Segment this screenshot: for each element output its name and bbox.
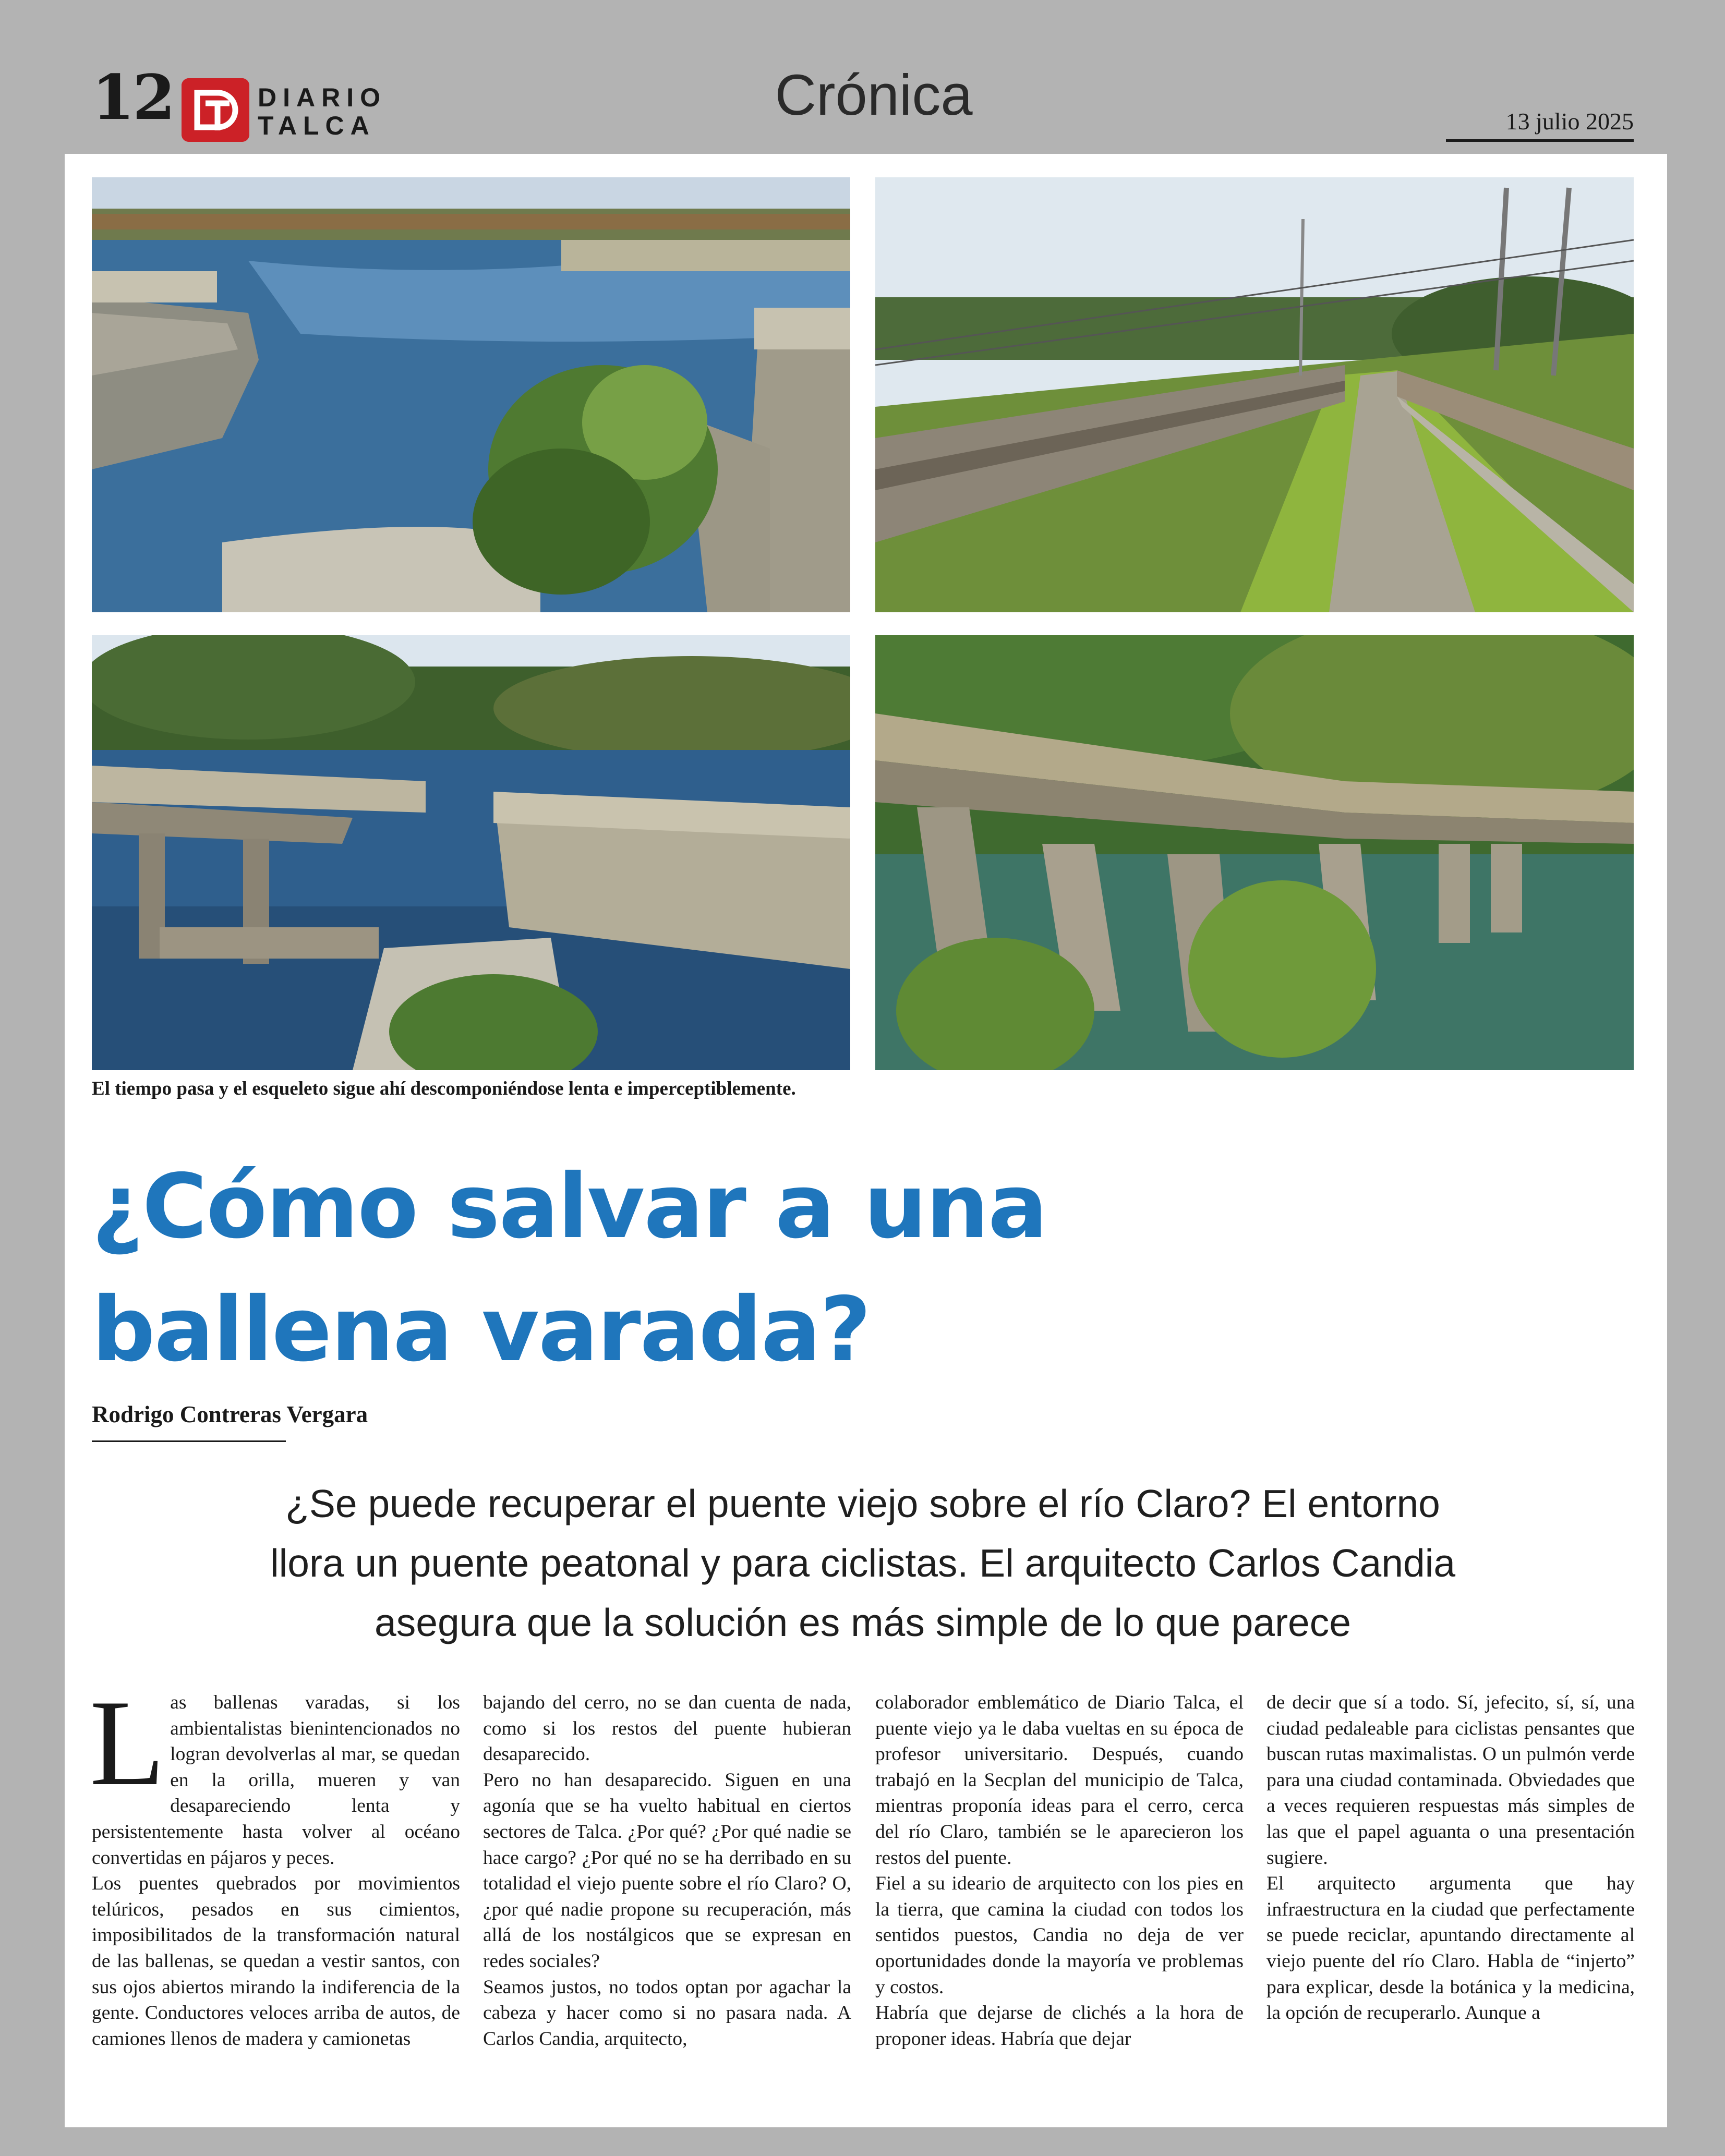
body-paragraph: bajando del cerro, no se dan cuenta de nada, como si los restos del puente hubieran desaparecido. <box>483 1692 851 1765</box>
diario-talca-logo[interactable] <box>182 78 396 142</box>
body-paragraph: Pero no han desaparecido. Siguen en una agonía que se ha vuelto habitual en ciertos sectores de Talca. ¿Por qué? ¿Por qué nadie se hace cargo? ¿Por qué no se ha derribado en su totalidad el viejo puente sobre el río Claro? O, ¿por qué nadie propone su recuperación, más allá de los nostálgicos que se expresan en redes sociales? <box>483 1769 851 1972</box>
byline-rule <box>92 1440 286 1442</box>
author-byline: Rodrigo Contreras Vergara <box>92 1401 368 1427</box>
standfirst <box>92 1474 1634 1652</box>
logo-mark-icon <box>182 78 249 142</box>
body-paragraph: El arquitecto argumenta que hay infraestructura en la ciudad que perfectamente se puede reciclar, apuntando directamente al viejo puente del río Claro. Habla de “injerto” para explicar, desde la botánica y la medicina, la opción de recuperarlo. Aunque a <box>1266 1873 1635 2024</box>
bridge-pillars-river-photo <box>875 635 1634 1070</box>
headline-line-1: ¿Cómo salvar a una <box>92 1155 1047 1258</box>
broken-bridge-river-photo <box>92 177 850 612</box>
logo-text <box>258 83 387 140</box>
collapsed-bridge-railing-photo <box>92 635 850 1070</box>
body-paragraph: de decir que sí a todo. Sí, jefecito, sí, sí, una ciudad pedaleable para ciclistas pensantes que buscan rutas maximalistas. O un pulmón verde para una ciudad contaminada. Obviedades que a veces requieren respuestas más simples de las que el papel aguanta o una presentación sugiere. <box>1266 1692 1635 1869</box>
issue-date: 13 julio 2025 <box>1446 107 1634 142</box>
page-number: 12 <box>92 61 174 134</box>
body-column-4 <box>1266 1690 1635 2026</box>
page-header <box>0 0 1725 154</box>
body-paragraph: Habría que dejarse de clichés a la hora de proponer ideas. Habría que dejar <box>875 2002 1244 2050</box>
standfirst-line-1: ¿Se puede recuperar el puente viejo sobre el río Claro? El entorno <box>285 1482 1440 1525</box>
section-title: Crónica <box>775 63 973 127</box>
headline-line-2: ballena varada? <box>92 1278 871 1382</box>
logo-line-2: TALCA <box>258 111 376 140</box>
photo-caption: El tiempo pasa y el esqueleto sigue ahí descomponiéndose lenta e imperceptiblemente. <box>92 1078 796 1099</box>
body-column-3 <box>875 1690 1244 2052</box>
body-column-1 <box>90 1675 460 2052</box>
bridge-deck-grass-photo <box>875 177 1634 612</box>
standfirst-line-3: asegura que la solución es más simple de lo que parece <box>375 1601 1351 1644</box>
logo-line-1: DIARIO <box>258 83 387 112</box>
body-paragraph: Fiel a su ideario de arquitecto con los pies en la tierra, que camina la ciudad con todos los sentidos puestos, Candia no deja de ver oportunidades donde la mayoría ve problemas y costos. <box>875 1873 1244 1998</box>
headline <box>92 1145 1631 1391</box>
drop-cap: L <box>90 1675 165 1811</box>
standfirst-line-2: llora un puente peatonal y para ciclistas. El arquitecto Carlos Candia <box>270 1541 1456 1585</box>
body-paragraph: Los puentes quebrados por movimientos telúricos, pesados en sus cimientos, imposibilitados de la transformación natural de las ballenas, se quedan a vestir santos, con sus ojos abiertos mirando la indiferencia de la gente. Conductores veloces arriba de autos, de camiones llenos de madera y camionetas <box>92 1873 460 2050</box>
body-column-2 <box>483 1690 851 2052</box>
body-paragraph: Seamos justos, no todos optan por agachar la cabeza y hacer como si no pasara nada. A Carlos Candia, arquitecto, <box>483 1976 851 2050</box>
body-paragraph: as ballenas varadas, si los ambientalistas bienintencionados no logran devolverlas al mar, se quedan en la orilla, mueren y van desapareciendo lenta y persistentemente hasta volver al océano convertidas en pájaros y peces. <box>92 1692 460 1869</box>
body-paragraph: colaborador emblemático de Diario Talca, el puente viejo ya le daba vueltas en su época de profesor universitario. Después, cuando trabajó en la Secplan del municipio de Talca, mientras proponía ideas para el cerro, cerca del río Claro, también se le aparecieron los restos del puente. <box>875 1692 1244 1869</box>
